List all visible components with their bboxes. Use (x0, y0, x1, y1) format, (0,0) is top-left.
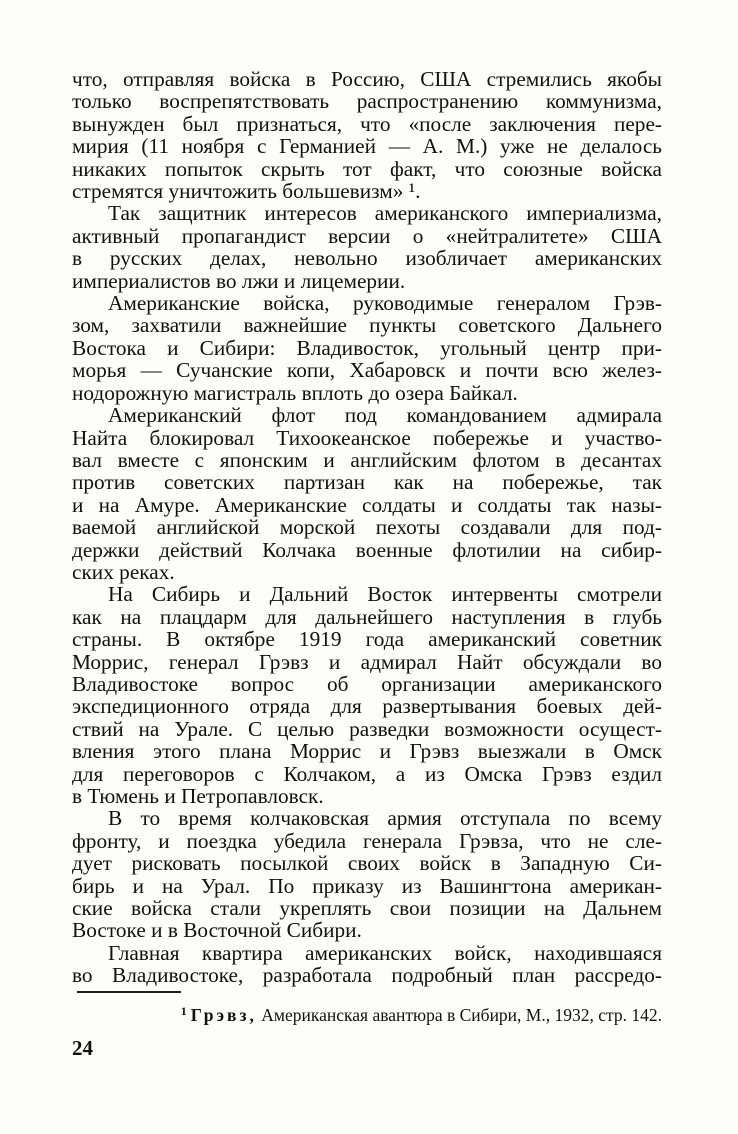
text-line: морья — Сучанские копи, Хабаровск и почти всю желез- (72, 358, 662, 383)
text-line: как на плацдарм для дальнейшего наступления в глубь (72, 604, 662, 629)
text-line: в Тюмень и Петропавловск. (72, 784, 324, 808)
footnote-text: Американская авантюра в Сибири, М., 1932, стр. 142. (256, 1005, 662, 1025)
text-line: только воспрепятствовать распространению коммунизма, (72, 89, 662, 114)
text-line: На Сибирь и Дальний Восток интервенты смотрели (108, 582, 662, 607)
text-line: ских реках. (72, 559, 175, 584)
paragraph (72, 404, 662, 583)
text-line: фронту, и поездка убедила генерала Грэвза, что не сле- (72, 828, 662, 853)
page-body (72, 68, 662, 987)
text-line: против советских партизан как на побережье, так (72, 470, 662, 495)
text-line: страны. В октябре 1919 года американский советник (72, 627, 662, 652)
text-line: нодорожную магистраль вплоть до озера Байкал. (72, 380, 518, 405)
text-line: вления этого плана Моррис и Грэвз выезжали в Омск (72, 739, 662, 764)
text-line: Американский флот под командованием адмирала (108, 403, 662, 428)
text-line: для переговоров с Колчаком, а из Омска Грэвз ездил (72, 761, 662, 786)
text-line: что, отправляя войска в Россию, США стремились якобы (72, 67, 662, 91)
text-line: Владивостоке вопрос об организации американского (72, 671, 662, 696)
text-line: и на Амуре. Американские солдаты и солдаты так назы- (72, 492, 662, 517)
paragraph (72, 292, 662, 404)
footnote-marker: 1 (180, 1004, 187, 1018)
text-line: В то время колчаковская армия отступала по всему (108, 806, 662, 831)
text-line: Главная квартира американских войск, находившаяся (108, 940, 662, 965)
text-line: активный пропагандист версии о «нейтралитете» США (72, 223, 662, 248)
footnote-author: Грэвз, (190, 1005, 257, 1025)
text-line: никаких попыток скрыть тот факт, что союзные войска (72, 156, 662, 181)
text-line: империалистов во лжи и лицемерии. (72, 268, 406, 293)
text-line: держки действий Колчака военные флотилии на сибир- (72, 537, 662, 562)
text-line: Моррис, генерал Грэвз и адмирал Найт обсуждали во (72, 649, 662, 674)
text-line: в русских делах, невольно изобличает американских (72, 246, 662, 271)
text-line: ствий на Урале. С целью разведки возможности осущест- (72, 716, 662, 741)
text-line: Востоке и в Восточной Сибири. (72, 918, 362, 943)
text-line: Востока и Сибири: Владивосток, угольный центр при- (72, 335, 662, 360)
text-line: стремятся уничтожить большевизм» ¹. (72, 179, 421, 204)
text-line: Американские войска, руководимые генералом Грэв- (108, 291, 662, 316)
paragraph (72, 68, 662, 202)
footnote (77, 1000, 662, 1026)
paragraph (72, 583, 662, 807)
paragraph (72, 942, 662, 987)
text-line: Так защитник интересов американского империализма, (108, 201, 662, 226)
text-line: мирия (11 ноября с Германией — А. М.) уже не делалось (72, 134, 662, 159)
text-line: ваемой английской морской пехоты создавали для под- (72, 515, 662, 540)
paragraph (72, 202, 662, 292)
text-line: экспедиционного отряда для развертывания боевых дей- (72, 694, 662, 719)
text-line: зом, захватили важнейшие пункты советского Дальнего (72, 313, 662, 338)
page-number: 24 (72, 1036, 93, 1060)
footnote-rule (77, 991, 181, 993)
text-line: Найта блокировал Тихоокеанское побережье и участво- (72, 425, 662, 450)
text-line: дует рисковать посылкой своих войск в Западную Си- (72, 851, 662, 876)
text-line: ские войска стали укреплять свои позиции на Дальнем (72, 896, 662, 921)
text-line: вынужден был признаться, что «после заключения пере- (72, 111, 662, 136)
paragraph (72, 807, 662, 941)
text-line: бирь и на Урал. По приказу из Вашингтона американ- (72, 873, 662, 898)
text-line: во Владивостоке, разработала подробный план рассредо- (72, 963, 662, 988)
text-line: вал вместе с японским и английским флотом в десантах (72, 447, 662, 472)
